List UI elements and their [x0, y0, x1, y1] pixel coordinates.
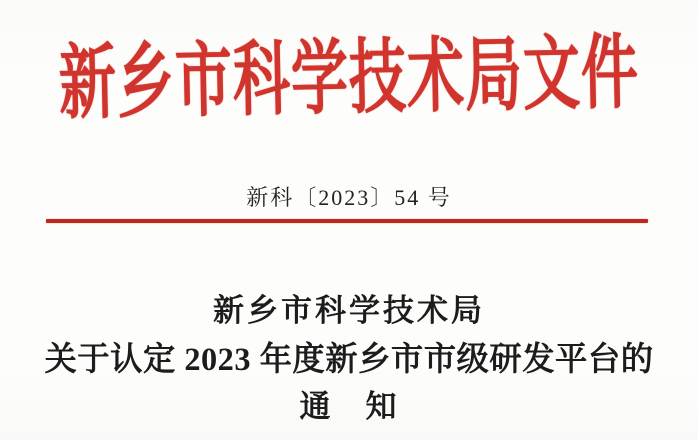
red-divider-line [46, 219, 648, 223]
title-notice-line: 通 知 [299, 389, 399, 424]
title-issuer-line: 新乡市科学技术局 [213, 293, 485, 328]
document-agency-banner: 新乡市科学技术局文件 [58, 28, 640, 130]
document-number: 新科〔2023〕54 号 [246, 185, 452, 210]
title-subject-line: 关于认定 2023 年度新乡市市级研发平台的 [44, 342, 654, 378]
